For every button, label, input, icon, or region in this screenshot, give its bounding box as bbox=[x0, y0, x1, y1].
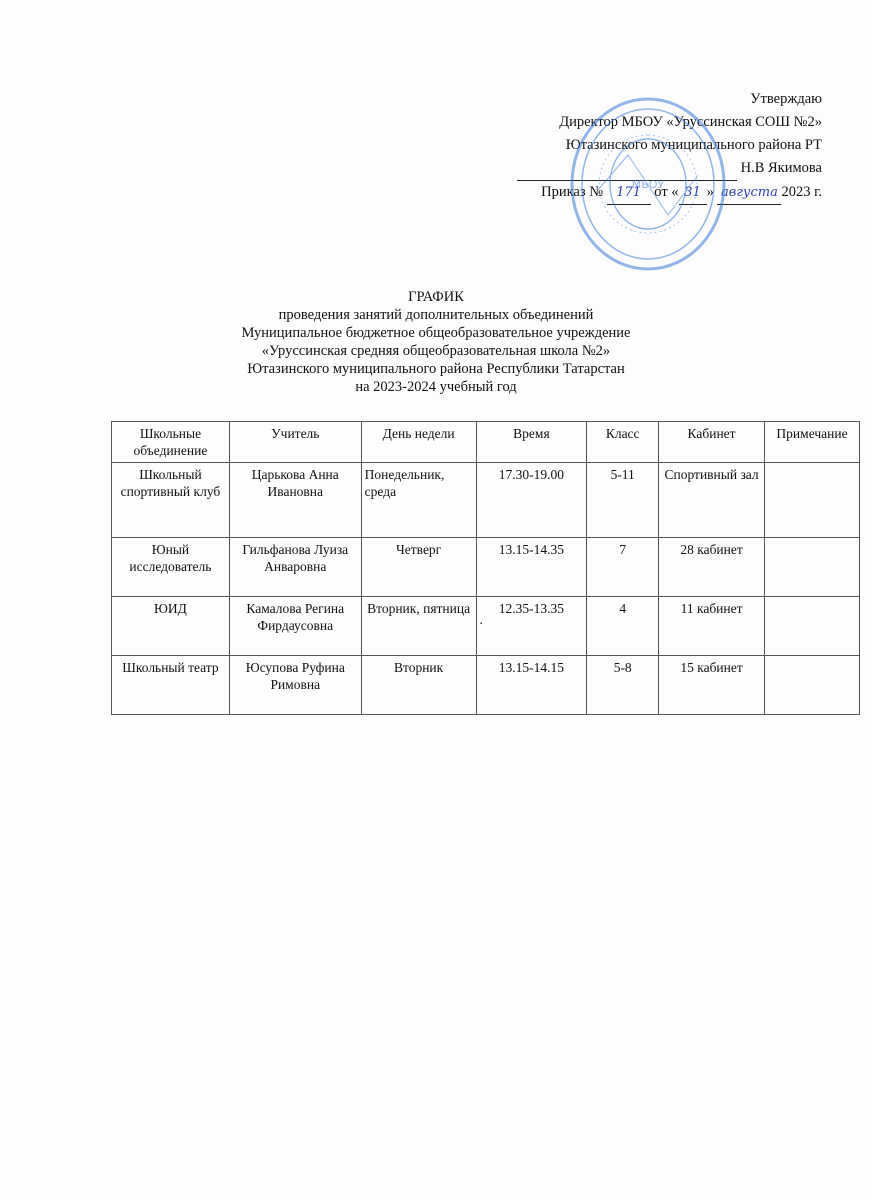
table-header-row bbox=[112, 422, 860, 463]
cell-teacher: Юсупова Руфина Римовна bbox=[229, 656, 361, 715]
table-row bbox=[112, 463, 860, 538]
header-day: День недели bbox=[361, 422, 476, 463]
cell-day: Вторник, пятница bbox=[361, 597, 476, 656]
order-number: 171 bbox=[616, 185, 642, 200]
cell-note bbox=[765, 463, 860, 538]
cell-grade: 5-11 bbox=[587, 463, 659, 538]
order-year: 2023 г. bbox=[781, 184, 822, 200]
title-heading: ГРАФИК bbox=[408, 289, 464, 305]
header-teacher: Учитель bbox=[229, 422, 361, 463]
cell-room: Спортивный зал bbox=[659, 463, 765, 538]
title-year: на 2023-2024 учебный год bbox=[355, 379, 517, 395]
schedule-table bbox=[111, 421, 860, 715]
svg-text:МБОУ: МБОУ bbox=[631, 178, 665, 191]
cell-time: 13.15-14.15 bbox=[476, 656, 587, 715]
title-subheading: проведения занятий дополнительных объединений bbox=[278, 307, 594, 323]
approval-district: Ютазинского муниципального района РТ bbox=[565, 137, 822, 153]
cell-club: Юный исследователь bbox=[112, 538, 230, 597]
approval-heading: Утверждаю bbox=[750, 91, 822, 107]
header-room: Кабинет bbox=[659, 422, 765, 463]
cell-grade: 5-8 bbox=[587, 656, 659, 715]
header-time: Время bbox=[476, 422, 587, 463]
order-quote: » bbox=[706, 184, 714, 200]
cell-room: 15 кабинет bbox=[659, 656, 765, 715]
cell-day: Вторник bbox=[361, 656, 476, 715]
cell-time: 13.15-14.35 bbox=[476, 538, 587, 597]
header-club: Школьные объединение bbox=[112, 422, 230, 463]
header-grade: Класс bbox=[587, 422, 659, 463]
cell-club: Школьный театр bbox=[112, 656, 230, 715]
cell-teacher: Камалова Регина Фирдаусовна bbox=[229, 597, 361, 656]
official-stamp bbox=[568, 95, 728, 273]
cell-time-wrap bbox=[476, 597, 587, 656]
title-institution-type: Муниципальное бюджетное общеобразовательное учреждение bbox=[241, 325, 631, 341]
order-from: от « bbox=[654, 184, 679, 200]
cell-club: ЮИД bbox=[112, 597, 230, 656]
cell-time: 17.30-19.00 bbox=[476, 463, 587, 538]
cell-room: 28 кабинет bbox=[659, 538, 765, 597]
document-title bbox=[0, 288, 872, 396]
title-school-name: «Уруссинская средняя общеобразовательная школа №2» bbox=[261, 343, 611, 359]
cell-room: 11 кабинет bbox=[659, 597, 765, 656]
cell-club: Школьный спортивный клуб bbox=[112, 463, 230, 538]
cell-note bbox=[765, 656, 860, 715]
table-row bbox=[112, 538, 860, 597]
cell-day: Четверг bbox=[361, 538, 476, 597]
cell-time-mark: . bbox=[479, 612, 483, 627]
cell-note bbox=[765, 597, 860, 656]
table-row bbox=[112, 656, 860, 715]
cell-time: 12.35-13.35 bbox=[498, 601, 565, 616]
cell-day: Понедельник, среда bbox=[361, 463, 476, 538]
cell-teacher: Царькова Анна Ивановна bbox=[229, 463, 361, 538]
order-day: 31 bbox=[684, 185, 701, 200]
cell-note bbox=[765, 538, 860, 597]
approval-name: Н.В Якимова bbox=[740, 160, 822, 176]
header-note: Примечание bbox=[765, 422, 860, 463]
order-prefix: Приказ № bbox=[541, 184, 604, 200]
approval-director: Директор МБОУ «Уруссинская СОШ №2» bbox=[559, 114, 822, 130]
order-month: августа bbox=[721, 185, 778, 200]
cell-grade: 7 bbox=[587, 538, 659, 597]
cell-grade: 4 bbox=[587, 597, 659, 656]
table-row bbox=[112, 597, 860, 656]
title-district: Ютазинского муниципального района Республики Татарстан bbox=[247, 361, 625, 377]
cell-teacher: Гильфанова Луиза Анваровна bbox=[229, 538, 361, 597]
